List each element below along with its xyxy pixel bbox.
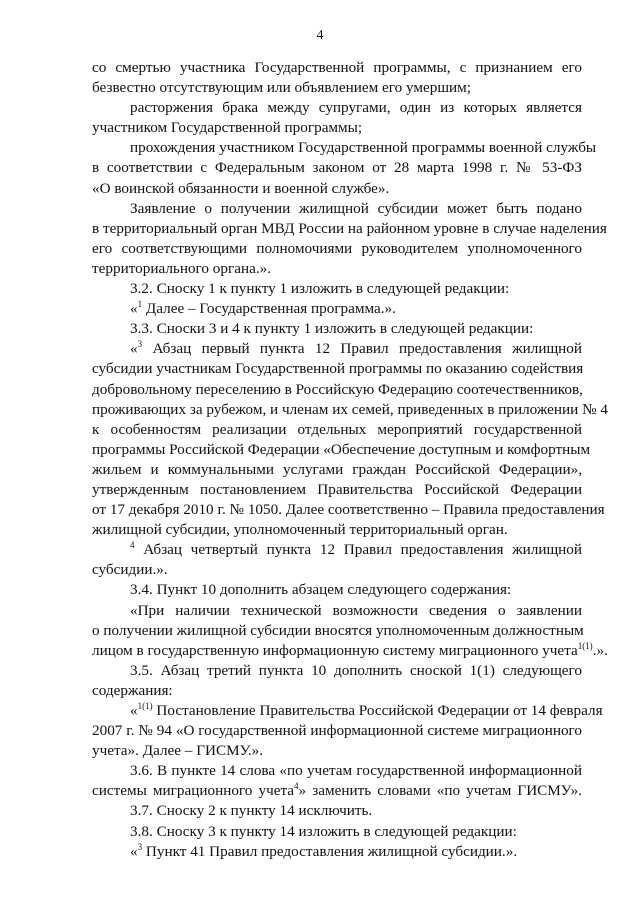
footnote-marker: 3: [137, 841, 143, 852]
line-text: .».: [592, 641, 608, 659]
text-line: «При наличии технической возможности сведения о заявлении: [130, 601, 582, 619]
text-line: [92, 842, 582, 862]
text-line: его соответствующими полномочиями руководителем уполномоченного: [92, 239, 582, 257]
footnote-marker: 1: [137, 299, 143, 310]
text-line: 3.3. Сноски 3 и 4 к пункту 1 изложить в следующей редакции:: [130, 320, 534, 338]
line-text: «: [130, 340, 138, 358]
line-text: » заменить словами «по учетам ГИСМУ».: [298, 782, 582, 800]
page-number: 4: [316, 28, 324, 43]
footnote-marker: 3: [137, 339, 143, 350]
text-line: 3.4. Пункт 10 дополнить абзацем следующего содержания:: [130, 581, 512, 599]
footnote-marker: 4: [294, 781, 299, 792]
line-text: Абзац первый пункта 12 Правил предоставления жилищной: [142, 340, 582, 358]
footnote-marker: 1(1): [137, 701, 153, 711]
line-text: системы миграционного учета: [92, 782, 295, 800]
text-line: «О воинской обязанности и военной службе».: [92, 179, 390, 197]
line-text: «: [130, 842, 138, 860]
text-line: в территориальный орган МВД России на районном уровне в случае наделения: [92, 219, 607, 237]
text-line: прохождения участником Государственной программы военной службы: [130, 139, 597, 157]
text-line: к особенностям реализации отдельных мероприятий государственной: [92, 420, 582, 438]
text-line: жилищной субсидии, уполномоченный территориальный орган.: [92, 521, 508, 539]
text-line: 3.2. Сноску 1 к пункту 1 изложить в следующей редакции:: [130, 280, 510, 298]
text-line: о получении жилищной субсидии вносятся уполномоченным должностным: [92, 621, 584, 639]
text-line: Заявление о получении жилищной субсидии может быть подано: [130, 199, 582, 217]
text-line: [92, 540, 582, 560]
text-line: [92, 640, 608, 661]
text-line: [92, 701, 603, 721]
text-line: участником Государственной программы;: [92, 119, 363, 137]
footnote-marker: 4: [130, 540, 135, 551]
footnote-marker: 1(1): [577, 640, 593, 651]
text-line: [92, 781, 582, 801]
text-line: [92, 339, 582, 359]
text-line: содержания:: [92, 681, 173, 699]
text-line: учета». Далее – ГИСМУ.».: [92, 742, 264, 760]
line-text: Абзац четвертый пункта 12 Правил предоставления жилищной: [134, 541, 582, 559]
text-line: субсидии.».: [92, 561, 168, 579]
text-line: в соответствии с Федеральным законом от 28 марта 1998 г. № 53-ФЗ: [92, 159, 582, 177]
text-line: [92, 299, 582, 319]
text-line: программы Российской Федерации «Обеспечение доступным и комфортным: [92, 440, 591, 458]
text-line: добровольному переселению в Российскую Федерацию соотечественников,: [92, 380, 583, 398]
text-line: 3.6. В пункте 14 слова «по учетам государственной информационной: [130, 762, 582, 780]
text-line: 3.7. Сноску 2 к пункту 14 исключить.: [130, 802, 373, 820]
line-text: лицом в государственную информационную систему миграционного учета: [92, 641, 578, 659]
text-line: со смертью участника Государственной программы, с признанием его: [92, 59, 582, 76]
text-line: безвестно отсутствующим или объявлением его умершим;: [92, 79, 472, 97]
text-line: 2007 г. № 94 «О государственной информационной системе миграционного: [92, 722, 582, 740]
line-text: «: [130, 300, 138, 318]
line-text: «: [130, 702, 138, 719]
text-line: утвержденным постановлением Правительства Российской Федерации: [92, 480, 582, 498]
line-text: Далее – Государственная программа.».: [142, 300, 396, 318]
line-text: Пункт 41 Правил предоставления жилищной субсидии.».: [142, 842, 518, 860]
text-line: территориального органа.».: [92, 259, 272, 277]
text-line: 3.8. Сноску 3 к пункту 14 изложить в следующей редакции:: [130, 822, 517, 840]
text-line: 3.5. Абзац третий пункта 10 дополнить сноской 1(1) следующего: [130, 661, 582, 679]
line-text: Постановление Правительства Российской Федерации от 14 февраля: [152, 702, 603, 719]
text-line: субсидии участникам Государственной программы по оказанию содействия: [92, 360, 584, 378]
text-line: проживающих за рубежом, и членам их семей, приведенных в приложении № 4: [92, 400, 608, 418]
text-line: от 17 декабря 2010 г. № 1050. Далее соответственно – Правила предоставления: [92, 501, 605, 519]
text-line: жильем и коммунальными услугами граждан Российской Федерации»,: [92, 460, 582, 478]
text-line: расторжения брака между супругами, один из которых является: [130, 99, 582, 117]
document-body: [92, 58, 608, 862]
